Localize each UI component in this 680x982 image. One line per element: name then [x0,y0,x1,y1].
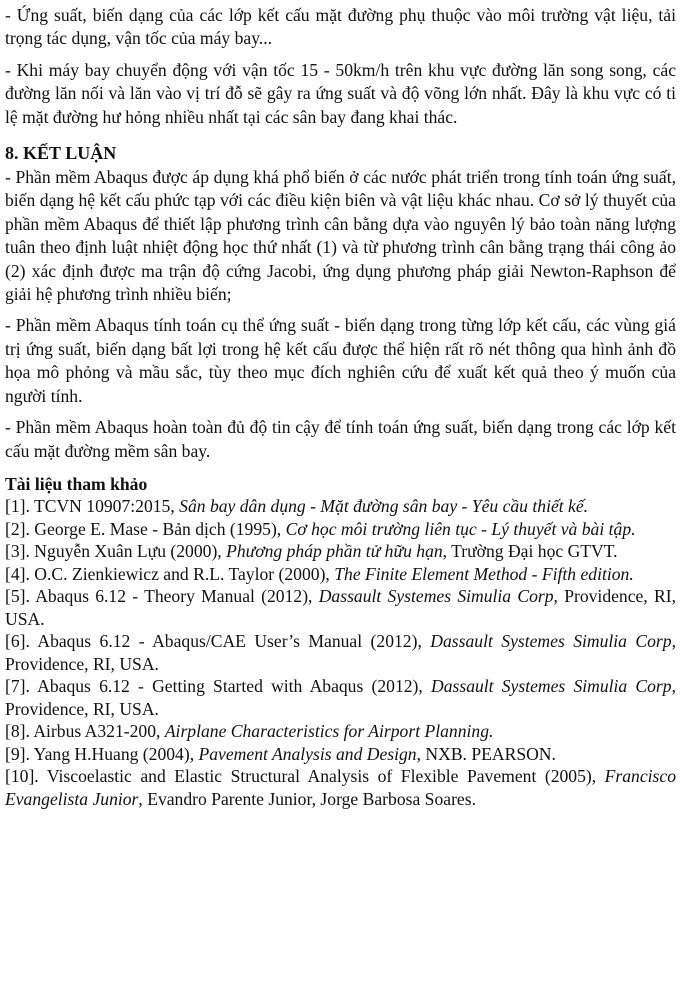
reference-text: [8]. Airbus A321-200, [5,721,165,742]
reference-title: Pavement Analysis and Design [198,743,417,764]
reference-text: , Trường Đại học GTVT. [442,541,618,562]
conclusion-paragraph: - Phần mềm Abaqus hoàn toàn đủ độ tin cậy để tính toán ứng suất, biến dạng trong các lớp kết cấu mặt đường mềm sân bay. [5,417,676,461]
reference-text: [6]. Abaqus 6.12 - Abaqus/CAE User’s Manual (2012), [5,631,431,652]
reference-item [5,540,676,563]
intro-paragraph: - Ứng suất, biến dạng của các lớp kết cấu mặt đường phụ thuộc vào môi trường vật liệu, tải trọng tác dụng, vận tốc của máy bay... [5,5,676,49]
reference-item [5,585,676,630]
reference-item [5,743,676,766]
reference-title: Airplane Characteristics for Airport Planning. [164,721,494,742]
reference-item [5,765,676,810]
intro-paragraph: - Khi máy bay chuyển động với vận tốc 15 - 50km/h trên khu vực đường lăn song song, các đường lăn nối và lăn vào vị trí đỗ sẽ gây ra ứng suất và độ võng lớn nhất. Đây là khu vực có ti lệ mặt đường hư hỏng nhiều nhất tại các sân bay đang khai thác. [5,59,676,127]
reference-text: [10]. Viscoelastic and Elastic Structural Analysis of Flexible Pavement (2005), [5,766,605,787]
reference-text: , Providence, RI, USA. [5,676,676,719]
reference-text: [3]. Nguyễn Xuân Lựu (2000), [5,541,227,562]
reference-item [5,630,676,675]
reference-item [5,675,676,720]
section-heading-conclusion: 8. KẾT LUẬN [5,143,117,164]
reference-title: Sân bay dân dụng - Mặt đường sân bay - Yêu cầu thiết kế. [179,496,589,517]
reference-item [5,563,676,586]
reference-item [5,720,676,743]
reference-text: [2]. George E. Mase - Bản dịch (1995), [5,518,286,539]
reference-title: Francisco Evangelista Junior [5,766,676,809]
conclusion-paragraph: - Phần mềm Abaqus được áp dụng khá phổ biến ở các nước phát triển trong tính toán ứng suất, biến dạng hệ kết cấu phức tạp với các điều kiện biên và vật liệu khác nhau. Cơ sở lý thuyết của phần mềm Abaqus để thiết lập phương trình cân bằng dựa vào nguyên lý bảo toàn năng lượng tuân theo định luật nhiệt động học thứ nhất (1) và từ phương trình cân bằng trạng thái công ảo (2) xác định được ma trận độ cứng Jacobi, ứng dụng phương pháp giải Newton-Raphson để giải hệ phương trình nhiều biến; [5,167,676,305]
reference-text: , Evandro Parente Junior, Jorge Barbosa Soares. [138,788,476,809]
reference-title: Cơ học môi trường liên tục - Lý thuyết và bài tập. [285,518,636,539]
reference-text: , Providence, RI, USA. [5,631,676,674]
reference-list [5,495,676,810]
reference-item [5,518,676,541]
reference-title: Dassault Systemes Simulia Corp [431,676,672,697]
reference-text: , NXB. PEARSON. [416,743,556,764]
reference-text: , Providence, RI, USA. [5,586,676,629]
reference-text: [5]. Abaqus 6.12 - Theory Manual (2012), [5,586,319,607]
reference-title: The Finite Element Method - Fifth edition. [334,563,634,584]
reference-text: [9]. Yang H.Huang (2004), [5,743,199,764]
reference-text: [7]. Abaqus 6.12 - Getting Started with Abaqus (2012), [5,676,431,697]
reference-text: [4]. O.C. Zienkiewicz and R.L. Taylor (2000), [5,563,335,584]
reference-title: Dassault Systemes Simulia Corp [430,631,672,652]
references-heading: Tài liệu tham khảo [5,473,148,494]
reference-title: Dassault Systemes Simulia Corp [318,586,554,607]
reference-text: [1]. TCVN 10907:2015, [5,496,180,517]
reference-item [5,495,676,518]
reference-title: Phương pháp phần tử hữu hạn [226,541,443,562]
conclusion-paragraph: - Phần mềm Abaqus tính toán cụ thể ứng suất - biến dạng trong từng lớp kết cấu, các vùng giá trị ứng suất, biến dạng bất lợi trong hệ kết cấu được thể hiện rất rõ nét thông qua hình ảnh đồ họa mô phỏng và mầu sắc, tùy theo mục đích nghiên cứu để xuất kết quả theo ý muốn của người tính. [5,315,676,406]
